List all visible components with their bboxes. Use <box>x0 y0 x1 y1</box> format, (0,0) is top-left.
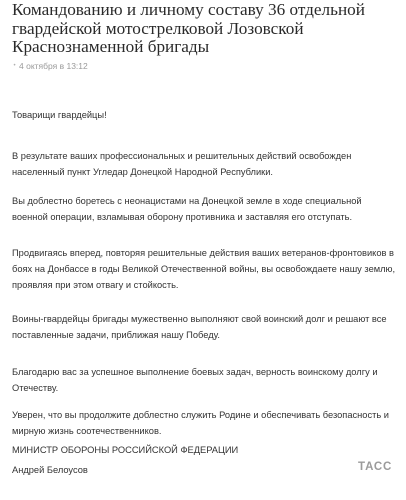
paragraph-line: населенный пункт Угледар Донецкой Народной Республики. <box>12 167 273 177</box>
body-paragraph <box>12 364 402 396</box>
paragraph-line: поставленные задачи, приближая нашу Победу. <box>12 330 220 340</box>
signature-name <box>12 462 402 478</box>
tass-logo: ТАСС <box>358 461 393 473</box>
body-paragraph <box>12 407 402 439</box>
paragraph-line: мирную жизнь соотечественников. <box>12 426 162 436</box>
body-paragraph <box>12 245 402 293</box>
paragraph-line: Продвигаясь вперед, повторяя решительные действия ваших ветеранов-фронтовиков в <box>12 248 394 258</box>
greeting-paragraph <box>12 107 402 123</box>
paragraph-line: В результате ваших профессиональных и решительных действий освобожден <box>12 151 352 161</box>
paragraph-line: Товарищи гвардейцы! <box>12 110 107 120</box>
body-paragraph <box>12 148 402 180</box>
body-paragraph <box>12 311 402 343</box>
paragraph-line: Воины-гвардейцы бригады мужественно выполняют свой воинский долг и решают все <box>12 314 387 324</box>
title-line: Командованию и личному составу 36 отдельной <box>12 0 365 19</box>
paragraph-line: Вы доблестно боретесь с неонацистами на Донецкой земле в ходе специальной <box>12 196 362 206</box>
paragraph-line: проявляя при этом отвагу и стойкость. <box>12 280 179 290</box>
paragraph-line: Благодарю вас за успешное выполнение боевых задач, верность воинскому долгу и <box>12 367 378 377</box>
title-line: Краснознаменной бригады <box>12 37 210 56</box>
paragraph-line: Андрей Белоусов <box>12 465 88 475</box>
signature-title <box>12 442 402 458</box>
title-line: гвардейской мотострелковой Лозовской <box>12 18 304 38</box>
publish-date: 4 октября в 13:12 <box>19 61 88 71</box>
paragraph-line: Уверен, что вы продолжите доблестно служить Родине и обеспечивать безопасность и <box>12 410 389 420</box>
bullet-dot-icon: • <box>13 62 16 69</box>
paragraph-line: МИНИСТР ОБОРОНЫ РОССИЙСКОЙ ФЕДЕРАЦИИ <box>12 445 239 455</box>
paragraph-line: Отечеству. <box>12 383 59 393</box>
article-title <box>12 1 404 57</box>
body-paragraph <box>12 193 402 225</box>
article-meta <box>12 60 88 72</box>
paragraph-line: боях на Донбассе в годы Великой Отечественной войны, вы освобождаете нашу землю, <box>12 264 396 274</box>
paragraph-line: военной операции, взламывая оборону противника и заставляя его отступать. <box>12 212 353 222</box>
